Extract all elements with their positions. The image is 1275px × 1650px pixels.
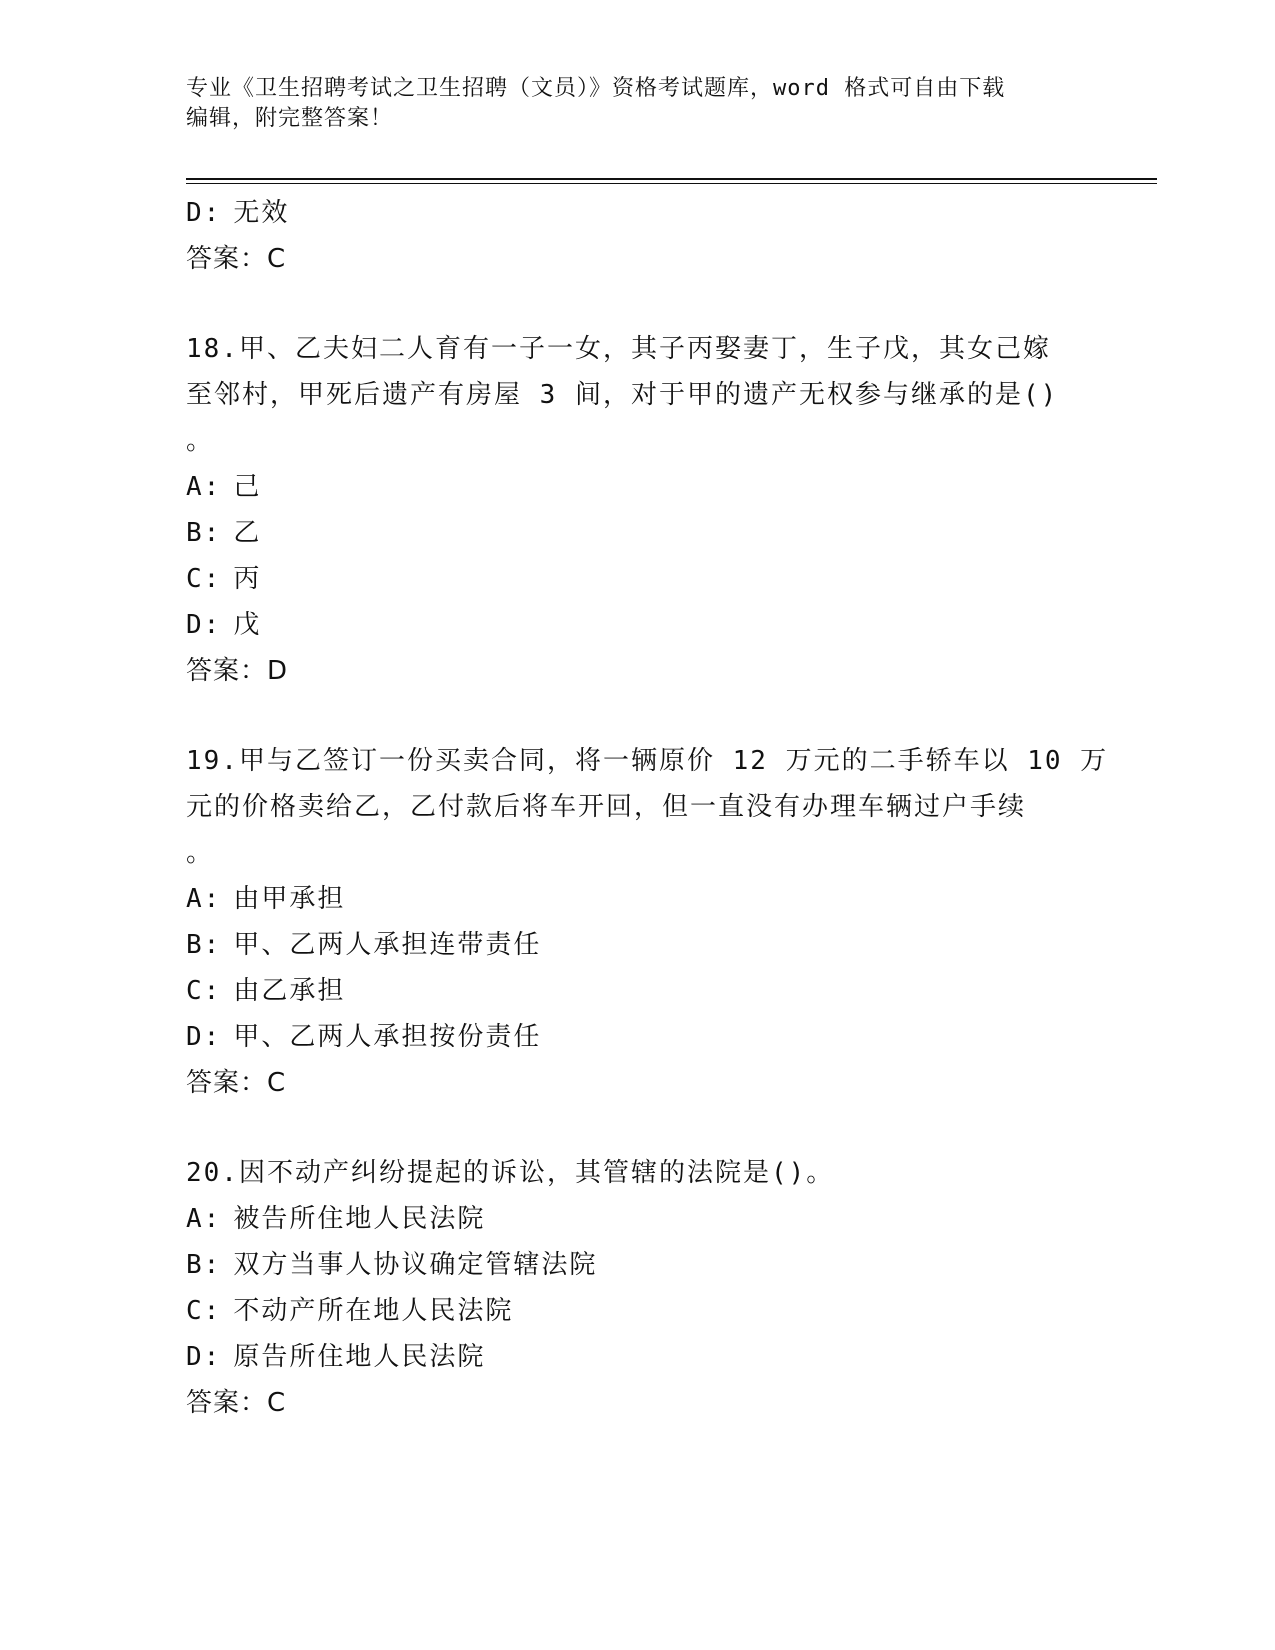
option-c: C: 丙 — [186, 564, 262, 594]
option-d: D: 原告所住地人民法院 — [186, 1342, 486, 1372]
option-b: B: 双方当事人协议确定管辖法院 — [186, 1250, 598, 1280]
option-d: D: 戊 — [186, 610, 262, 640]
question-stem-line: 至邻村，甲死后遗产有房屋 3 间，对于甲的遗产无权参与继承的是() — [186, 380, 1059, 410]
option-b: B: 乙 — [186, 518, 262, 548]
header-line-2: 编辑，附完整答案！ — [186, 106, 394, 131]
header-line-1: 专业《卫生招聘考试之卫生招聘（文员）》资格考试题库，word 格式可自由下载 — [186, 76, 1006, 101]
answer: 答案：C — [186, 1388, 287, 1418]
prev-option-d: D: 无效 — [186, 198, 290, 228]
option-b: B: 甲、乙两人承担连带责任 — [186, 930, 542, 960]
option-a: A: 己 — [186, 472, 262, 502]
answer: 答案：D — [186, 656, 289, 686]
option-d: D: 甲、乙两人承担按份责任 — [186, 1022, 542, 1052]
answer: 答案：C — [186, 1068, 287, 1098]
question-stem-line: 20.因不动产纠纷提起的诉讼，其管辖的法院是()。 — [186, 1158, 835, 1188]
prev-answer: 答案：C — [186, 244, 287, 274]
question-19 — [186, 738, 1109, 1106]
option-c: C: 不动产所在地人民法院 — [186, 1296, 514, 1326]
header-rule-thin — [186, 183, 1157, 184]
question-stem-line: 元的价格卖给乙，乙付款后将车开回，但一直没有办理车辆过户手续 — [186, 792, 1027, 822]
question-stem-line: 18.甲、乙夫妇二人育有一子一女，其子丙娶妻丁，生子戊，其女己嫁 — [186, 334, 1051, 364]
option-c: C: 由乙承担 — [186, 976, 346, 1006]
page-header — [186, 74, 1086, 134]
option-a: A: 被告所住地人民法院 — [186, 1204, 486, 1234]
question-18 — [186, 326, 1086, 694]
question-stem-line: 。 — [186, 426, 215, 456]
question-stem-line: 19.甲与乙签订一份买卖合同，将一辆原价 12 万元的二手轿车以 10 万 — [186, 746, 1109, 776]
question-stem-line: 。 — [186, 838, 215, 868]
question-content — [186, 190, 1109, 1426]
option-a: A: 由甲承担 — [186, 884, 346, 914]
header-rule-thick — [186, 178, 1157, 180]
question-20 — [186, 1150, 1086, 1426]
